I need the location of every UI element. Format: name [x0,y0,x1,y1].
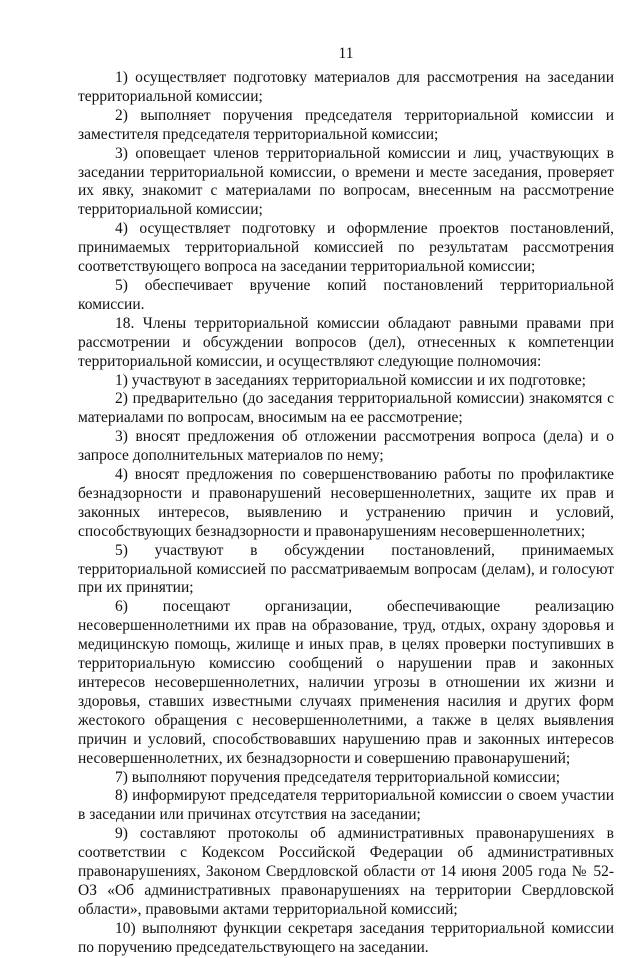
paragraph-18-5: 5) участвуют в обсуждении постановлений, принимаемых территориальной комиссией по рассматриваемым вопросам (делам), и голосуют при их принятии; [78,541,614,597]
paragraph-18-6: 6) посещают организации, обеспечивающие реализацию несовершеннолетними их прав на образование, труд, отдых, охрану здоровья и медицинскую помощь, жилище и иных прав, в целях проверки поступивших в территориальную комиссию сообщений о нарушении прав и законных интересов несовершеннолетних, наличии угрозы в отношении их жизни и здоровья, ставших известными случаях применения насилия и других форм жестокого обращения с несовершеннолетними, а также в целях выявления причин и условий, способствовавших нарушению прав и законных интересов несовершеннолетних, их безнадзорности и совершению правонарушений; [78,598,614,767]
paragraph-18-3: 3) вносят предложения об отложении рассмотрения вопроса (дела) и о запросе дополнительных материалов по нему; [78,428,614,465]
paragraph-18-4: 4) вносят предложения по совершенствованию работы по профилактике безнадзорности и правонарушений несовершеннолетних, защите их прав и законных интересов, выявлению и устранению причин и условий, способствующих безнадзорности и правонарушениям несовершеннолетних; [78,466,614,540]
paragraph-4: 4) осуществляет подготовку и оформление проектов постановлений, принимаемых территориальной комиссией по результатам рассмотрения соответствующего вопроса на заседании территориальной комиссии; [78,220,614,276]
paragraph-5: 5) обеспечивает вручение копий постановлений территориальной комиссии. [78,276,614,313]
page-number: 11 [338,45,354,62]
paragraph-18-7: 7) выполняют поручения председателя территориальной комиссии; [115,768,561,786]
document-page [78,44,614,958]
paragraph-2: 2) выполняет поручения председателя территориальной комиссии и заместителя председателя территориальной комиссии; [78,106,614,143]
paragraph-18-9: 9) составляют протоколы об административных правонарушениях в соответствии с Кодексом Российской Федерации об административных правонарушениях, Законом Свердловской области от 14 июня 2005 года № 52-ОЗ «Об административных правонарушениях на территории Свердловской области», правовыми актами территориальной комиссий; [78,825,614,918]
paragraph-18-1: 1) участвуют в заседаниях территориальной комиссии и их подготовке; [115,371,586,389]
paragraph-1: 1) осуществляет подготовку материалов для рассмотрения на заседании территориальной комиссии; [78,69,614,105]
paragraph-18-8: 8) информируют председателя территориальной комиссии о своем участии в заседании или причинах отсутствия на заседании; [78,787,614,824]
paragraph-3: 3) оповещает членов территориальной комиссии и лиц, участвующих в заседании территориальной комиссии, о времени и месте заседания, проверяет их явку, знакомит с материалами по вопросам, внесенным на рассмотрение территориальной комиссии; [78,144,614,219]
paragraph-section-18: 18. Члены территориальной комиссии обладают равными правами при рассмотрении и обсуждении вопросов (дел), отнесенных к компетенции территориальной комиссии, и осуществляют следующие полномочия: [78,314,614,370]
paragraph-18-2: 2) предварительно (до заседания территориальной комиссии) знакомятся с материалами по вопросам, вносимым на ее рассмотрение; [78,390,614,427]
paragraph-18-10: 10) выполняют функции секретаря заседания территориальной комиссии по поручению председательствующего на заседании. [78,919,614,956]
